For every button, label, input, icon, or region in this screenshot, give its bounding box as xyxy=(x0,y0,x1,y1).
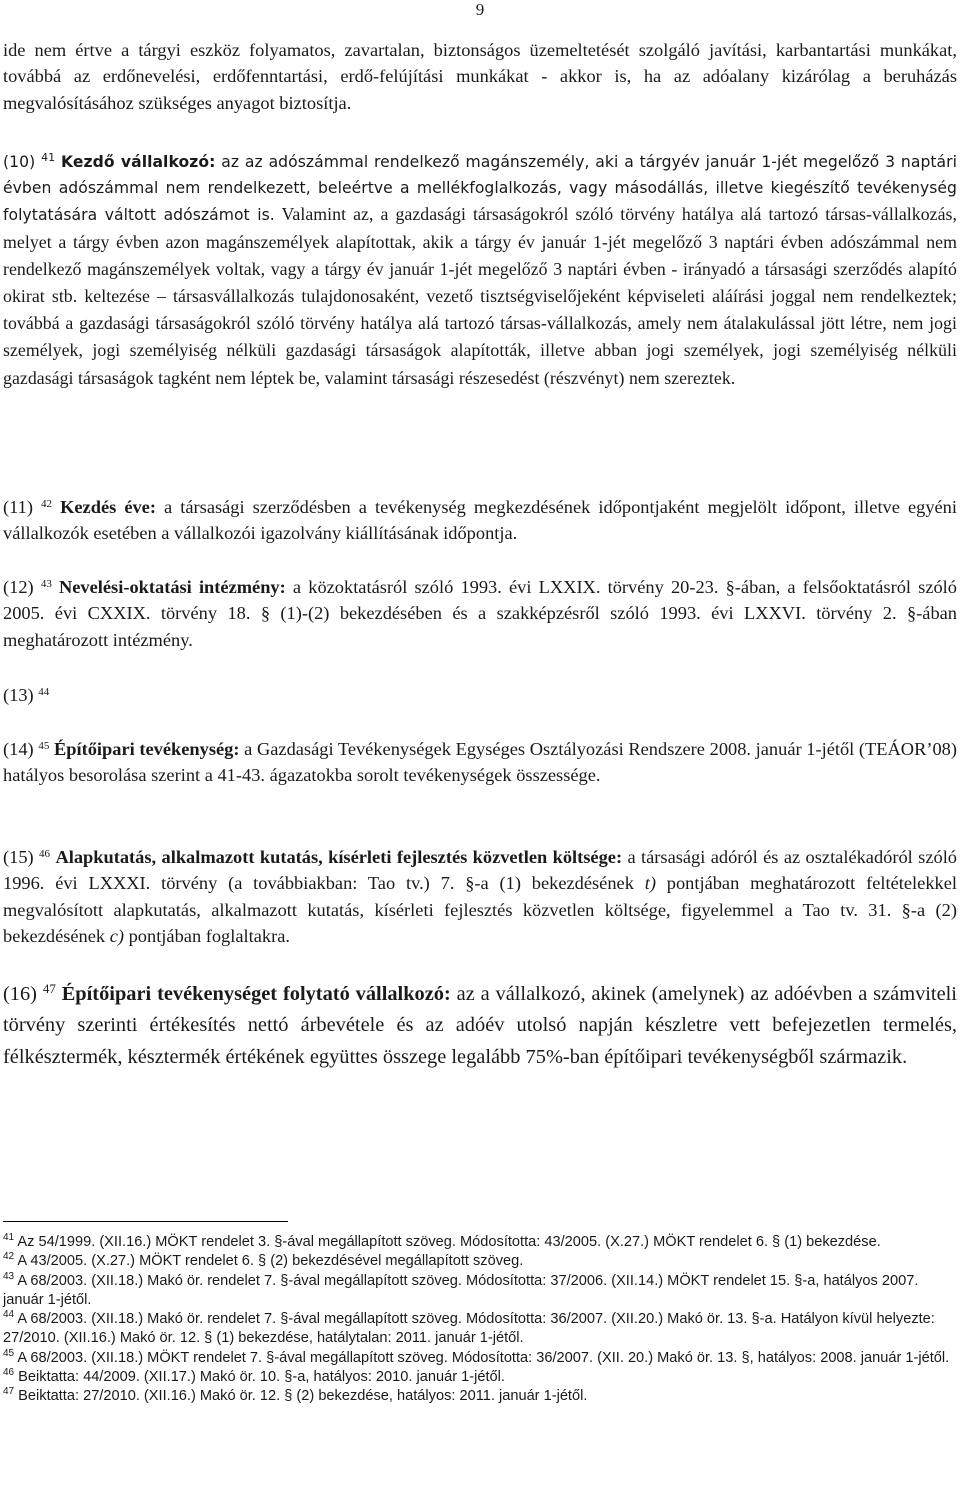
paragraph-number: (11) xyxy=(3,497,33,517)
definition-text: a Gazdasági Tevékenységek Egységes Osztályozási Rendszere 2008. január 1-jétől (TEÁOR’08) hatályos besorolása szerint a 41-43. ágazatokba sorolt tevékenységek összessége. xyxy=(3,739,957,786)
defined-term: Kezdés éve: xyxy=(60,497,156,517)
page-number: 9 xyxy=(475,0,485,19)
footnote xyxy=(3,1310,957,1349)
definition-text-continued: pontjában meghatározott feltételekkel megvalósított alapkutatás, alkalmazott kutatás, kísérleti fejlesztés közvetlen költsége, figyelemmel a Tao tv. 31. §-a (2) bekezdésének xyxy=(3,873,957,946)
definition-text-continued: Valamint az, a gazdasági társaságokról szóló törvény hatálya alá tartozó társas-vállalkozás, melyet a tárgy évben azon magánszemélyek alapítottak, akik a tárgy év január 1-jét megelőző 3 naptári évben adószámmal nem rendelkező magánszemélyek voltak, vagy a tárgy év január 1-jét megelőző 3 naptári évben - irányadó a társasági szerződés alapító okirat stb. keltezése – társasvállalkozás tulajdonosaként, vezető tisztségviselőjeként képviseleti aláírási joggal nem rendelkeztek; továbbá a gazdasági társaságokról szóló törvény hatálya alá tartozó társas-vállalkozás, amely nem átalakulással jött létre, nem jogi személyek, jogi személyiség nélküli gazdasági társaságok alapították, illetve abban jogi személyek, jogi személyiség nélküli gazdasági társaságok tagként nem léptek be, valamint társasági részesedést (részvényt) nem szereztek. xyxy=(3,204,958,388)
footnote-text: A 68/2003. (XII.18.) Makó ör. rendelet 7. §-ával megállapított szöveg. Módosította: 36/2007. (XII.20.) Makó ör. 13. §-a. Hatályon kívül helyezte: 27/2010. (XII.16.) Makó ör. 12. § (1) bekezdése, hatálytalan: 2011. január 1-jétől. xyxy=(3,1311,935,1347)
footnote-number: 44 xyxy=(3,1309,15,1321)
paragraph-number: (13) xyxy=(3,685,34,705)
footnote-number: 47 xyxy=(3,1386,15,1398)
paragraph-14 xyxy=(3,736,957,789)
intro-text: ide nem értve a tárgyi eszköz folyamatos, zavartalan, biztonságos üzemeltetését szolgáló javítási, karbantartási munkákat, továbbá az erdőnevelési, erdőfenntartási, erdő-felújítási munkákat - akkor is, ha az adóalany kizárólag a beruházás megvalósításához szükséges anyagot biztosítja. xyxy=(3,40,957,113)
footnote-number: 43 xyxy=(3,1270,15,1282)
footnote xyxy=(3,1387,957,1406)
footnote-text: Az 54/1999. (XII.16.) MÖKT rendelet 3. §-ával megállapított szöveg. Módosította: 43/2005. (X.27.) MÖKT rendelet 6. § (1) bekezdése. xyxy=(14,1234,881,1250)
footnote-ref[interactable]: 45 xyxy=(38,739,50,752)
defined-term: Nevelési-oktatási intézmény: xyxy=(58,577,286,597)
defined-term: Építőipari tevékenység: xyxy=(53,739,240,759)
footnote-ref[interactable]: 41 xyxy=(41,150,56,164)
paragraph-number: (12) xyxy=(3,577,34,597)
footnote-text: Beiktatta: 27/2010. (XII.16.) Makó ör. 12. § (2) bekezdése, hatályos: 2011. január 1-jétől. xyxy=(14,1388,588,1405)
paragraph-number: (10) xyxy=(3,153,36,171)
footnote xyxy=(3,1233,957,1252)
intro-paragraph xyxy=(3,37,957,116)
definition-text: a társasági szerződésben a tevékenység megkezdésének időpontjaként megjelölt időpont, illetve egyéni vállalkozók esetében a vállalkozói igazolvány kiállításának időpontja. xyxy=(3,497,957,544)
footnote xyxy=(3,1252,957,1271)
footnote-ref[interactable]: 42 xyxy=(41,497,53,510)
point-letter: t) xyxy=(644,873,656,894)
paragraph-number: (15) xyxy=(3,847,34,867)
paragraph-number: (16) xyxy=(3,983,37,1005)
footnote-ref[interactable]: 44 xyxy=(38,685,50,698)
paragraph-12 xyxy=(3,574,957,653)
footnote-separator xyxy=(3,1221,288,1222)
paragraph-16 xyxy=(3,979,957,1073)
footnote-text: Beiktatta: 44/2009. (XII.17.) Makó ör. 10. §-a, hatályos: 2010. január 1-jétől. xyxy=(14,1369,505,1386)
definition-text: az a vállalkozó, akinek (amelynek) az adóévben a számviteli törvény szerinti értékesítés nettó árbevétele és az adóév utolsó napján készletre vett befejezetlen termelés, félkésztermék, késztermék értékének együttes összege legalább 75%-ban építőipari tevékenységből származik. xyxy=(3,983,957,1068)
footnote-ref[interactable]: 47 xyxy=(42,980,56,996)
footnote-text: A 68/2003. (XII.18.) Makó ör. rendelet 7. §-ával megállapított szöveg. Módosította: 37/2006. (XII.14.) MÖKT rendelet 15. §-a, hatályos 2007. január 1-jétől. xyxy=(3,1272,919,1308)
point-letter: c) xyxy=(109,925,125,946)
footnotes xyxy=(3,1233,957,1407)
definition-text: a társasági adóról és az osztalékadóról szóló 1996. évi LXXXI. törvény (a továbbiakban: Tao tv.) 7. §-a (1) bekezdésének xyxy=(3,847,958,894)
footnote-ref[interactable]: 46 xyxy=(39,847,51,860)
definition-text: a közoktatásról szóló 1993. évi LXXIX. törvény 20-23. §-ában, a felsőoktatásról szóló 2005. évi CXXIX. törvény 18. § (1)-(2) bekezdésében és a szakképzésről szóló 1993. évi LXXVI. törvény 2. §-ában meghatározott intézmény. xyxy=(3,577,957,650)
paragraph-number: (14) xyxy=(3,739,34,759)
definition-text-end: pontjában foglaltakra. xyxy=(124,925,290,946)
footnote-number: 46 xyxy=(3,1367,15,1379)
footnote xyxy=(3,1368,957,1387)
defined-term: Építőipari tevékenységet folytató vállalkozó: xyxy=(61,983,451,1005)
paragraph-11 xyxy=(3,494,957,547)
footnote-number: 42 xyxy=(3,1251,15,1263)
footnote-number: 45 xyxy=(3,1347,15,1359)
paragraph-13 xyxy=(3,682,957,708)
defined-term: Alapkutatás, alkalmazott kutatás, kísérleti fejlesztés közvetlen költsége: xyxy=(55,847,623,867)
footnote-ref[interactable]: 43 xyxy=(40,577,52,590)
footnote-number: 41 xyxy=(3,1232,15,1243)
footnote-text: A 68/2003. (XII.18.) MÖKT rendelet 7. §-ával megállapított szöveg. Módosította: 36/2007. (XII. 20.) Makó ör. 13. §, hatályos: 2008. január 1-jétől. xyxy=(14,1349,950,1366)
paragraph-10 xyxy=(3,149,957,392)
paragraph-15 xyxy=(3,844,957,949)
footnote xyxy=(3,1349,957,1368)
footnote-text: A 43/2005. (X.27.) MÖKT rendelet 6. § (2) bekezdésével megállapított szöveg. xyxy=(14,1253,524,1270)
defined-term: Kezdő vállalkozó: xyxy=(61,153,216,171)
footnote xyxy=(3,1272,957,1311)
definition-text: az az adószámmal rendelkező magánszemély, aki a tárgyév január 1-jét megelőző 3 naptári évben adószámmal nem rendelkezett, beleértve a mellékfoglalkozás, vagy másodállás, illetve kiegészítő tevékenység folytatására váltott adószámot is. xyxy=(3,153,958,225)
